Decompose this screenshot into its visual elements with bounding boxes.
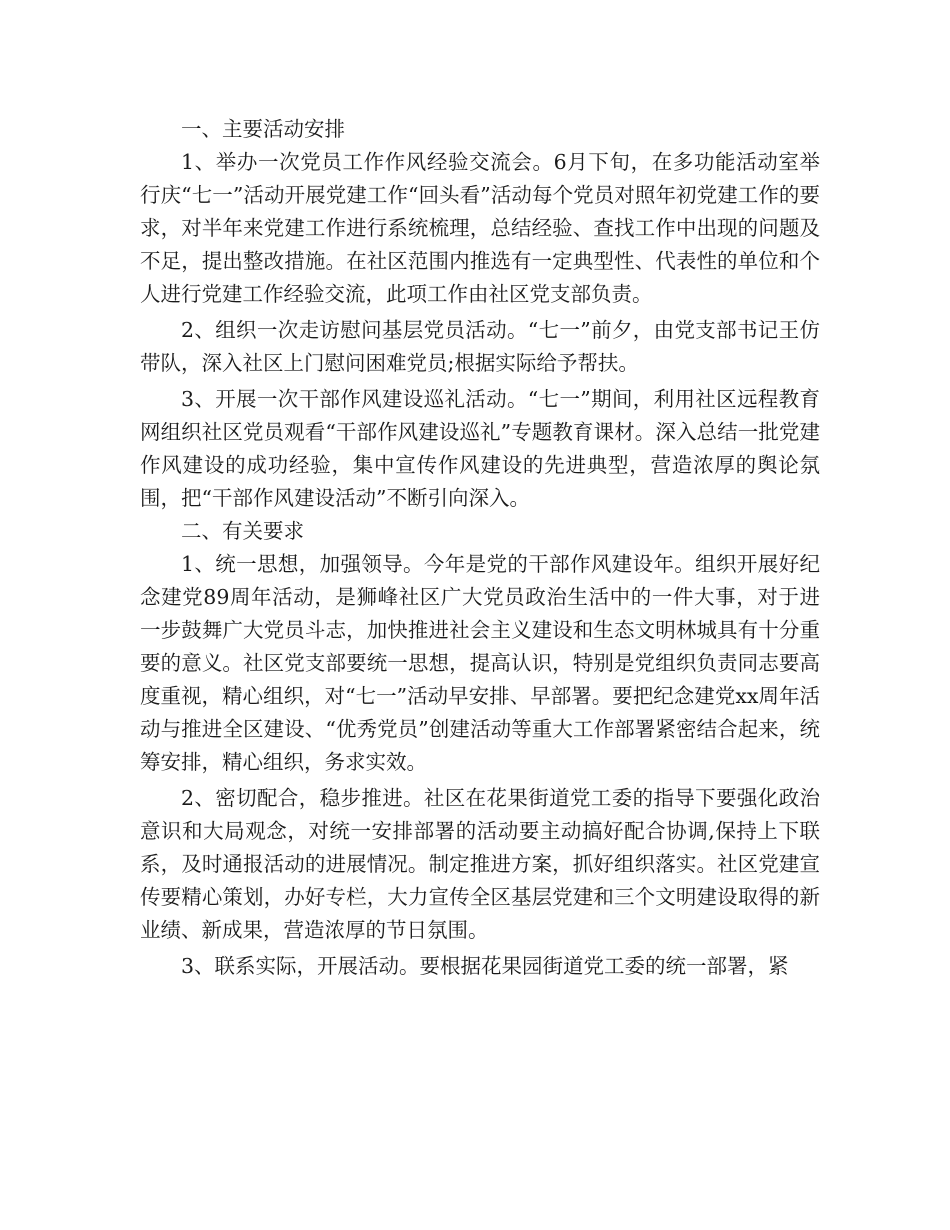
paragraph-activity-3: 3、开展一次干部作风建设巡礼活动。“七一”期间，利用社区远程教育网组织社区党员观看“干部作风建设巡礼”专题教育课材。深入总结一批党建作风建设的成功经验，集中宣传作风建设的先进典型，营造浓厚的舆论氛围，把“干部作风建设活动”不断引向深入。: [140, 387, 820, 510]
paragraph-activity-1: 1、举办一次党员工作作风经验交流会。6月下旬，在多功能活动室举行庆“七一”活动开展党建工作“回头看”活动每个党员对照年初党建工作的要求，对半年来党建工作进行系统梳理，总结经验、查找工作中出现的问题及不足，提出整改措施。在社区范围内推选有一定典型性、代表性的单位和个人进行党建工作经验交流，此项工作由社区党支部负责。: [140, 150, 820, 306]
document-body: [140, 113, 820, 983]
paragraph-requirement-1: 1、统一思想，加强领导。今年是党的干部作风建设年。组织开展好纪念建党89周年活动，是狮峰社区广大党员政治生活中的一件大事，对于进一步鼓舞广大党员斗志，加快推进社会主义建设和生态文明林城具有十分重要的意义。社区党支部要统一思想，提高认识，特别是党组织负责同志要高度重视，精心组织，对“七一”活动早安排、早部署。要把纪念建党xx周年活动与推进全区建设、“优秀党员”创建活动等重大工作部署紧密结合起来，统筹安排，精心组织，务求实效。: [140, 552, 820, 774]
section-heading-requirements: 二、有关要求: [181, 519, 304, 543]
paragraph-activity-2: 2、组织一次走访慰问基层党员活动。“七一”前夕，由党支部书记王仿带队，深入社区上门慰问困难党员;根据实际给予帮扶。: [140, 318, 820, 375]
paragraph-requirement-2: 2、密切配合，稳步推进。社区在花果街道党工委的指导下要强化政治意识和大局观念，对统一安排部署的活动要主动搞好配合协调,保持上下联系，及时通报活动的进展情况。制定推进方案，抓好组织落实。社区党建宣传要精心策划，办好专栏，大力宣传全区基层党建和三个文明建设取得的新业绩、新成果，营造浓厚的节日氛围。: [140, 786, 820, 942]
paragraph-requirement-3: 3、联系实际，开展活动。要根据花果园街道党工委的统一部署，紧: [181, 954, 789, 978]
section-heading-activities: 一、主要活动安排: [181, 117, 345, 141]
